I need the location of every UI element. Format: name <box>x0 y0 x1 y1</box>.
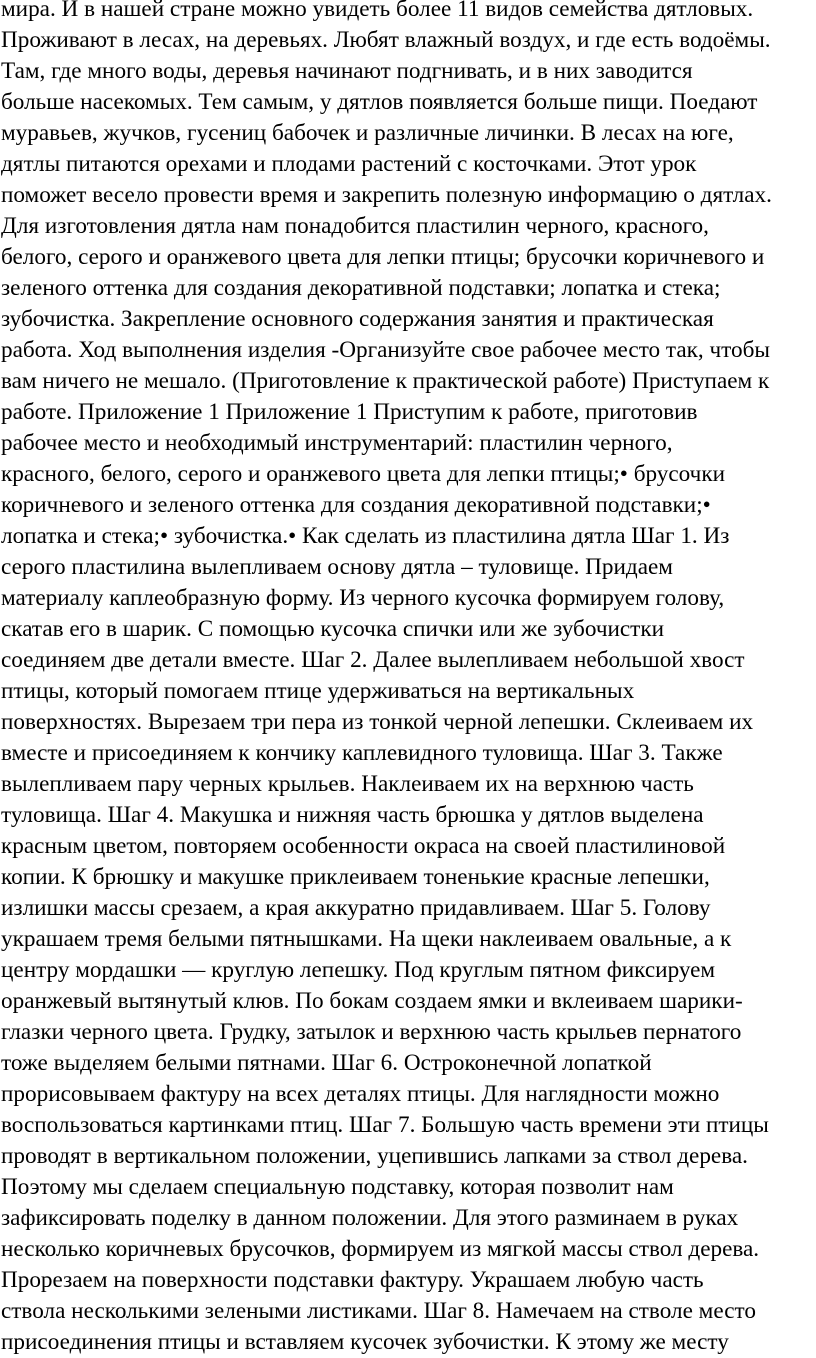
text-line: вам ничего не мешало. (Приготовление к практической работе) Приступаем к <box>1 368 770 394</box>
text-line: копии. К брюшку и макушке приклеиваем тоненькие красные лепешки, <box>1 864 710 890</box>
text-line: коричневого и зеленого оттенка для создания декоративной подставки;• <box>1 492 711 518</box>
text-line: красного, белого, серого и оранжевого цвета для лепки птицы;• брусочки <box>1 461 726 487</box>
text-line: вместе и присоединяем к кончику каплевидного туловища. Шаг 3. Также <box>1 740 723 766</box>
text-line: излишки массы срезаем, а края аккуратно придавливаем. Шаг 5. Голову <box>1 895 711 921</box>
text-line: дятлы питаются орехами и плодами растений с косточками. Этот урок <box>1 151 697 177</box>
text-line: центру мордашки — круглую лепешку. Под круглым пятном фиксируем <box>1 957 716 983</box>
text-line: глазки черного цвета. Грудку, затылок и верхнюю часть крыльев пернатого <box>1 1019 742 1045</box>
text-line: поможет весело провести время и закрепить полезную информацию о дятлах. <box>1 182 772 208</box>
text-line: вылепливаем пару черных крыльев. Наклеиваем их на верхнюю часть <box>1 771 694 797</box>
text-line: Для изготовления дятла нам понадобится пластилин черного, красного, <box>1 213 709 239</box>
text-line: Поэтому мы сделаем специальную подставку, которая позволит нам <box>1 1174 674 1200</box>
text-line: тоже выделяем белыми пятнами. Шаг 6. Остроконечной лопаткой <box>1 1050 652 1076</box>
text-line: украшаем тремя белыми пятнышками. На щеки наклеиваем овальные, а к <box>1 926 732 952</box>
body-text <box>1 0 815 1358</box>
text-line: Проживают в лесах, на деревьях. Любят влажный воздух, и где есть водоёмы. <box>1 27 771 53</box>
text-line: зафиксировать поделку в данном положении. Для этого разминаем в руках <box>1 1205 739 1231</box>
text-line: ствола несколькими зелеными листиками. Шаг 8. Намечаем на стволе место <box>1 1298 756 1324</box>
text-line: рабочее место и необходимый инструментарий: пластилин черного, <box>1 430 673 456</box>
text-line: муравьев, жучков, гусениц бабочек и различные личинки. В лесах на юге, <box>1 120 734 146</box>
text-line: мира. И в нашей стране можно увидеть более 11 видов семейства дятловых. <box>1 0 754 22</box>
text-line: Там, где много воды, деревья начинают подгнивать, и в них заводится <box>1 58 693 84</box>
text-line: работе. Приложение 1 Приложение 1 Приступим к работе, приготовив <box>1 399 698 425</box>
text-line: красным цветом, повторяем особенности окраса на своей пластилиновой <box>1 833 726 859</box>
text-line: воспользоваться картинками птиц. Шаг 7. Большую часть времени эти птицы <box>1 1112 769 1138</box>
text-line: Прорезаем на поверхности подставки фактуру. Украшаем любую часть <box>1 1267 704 1293</box>
text-line: скатав его в шарик. С помощью кусочка спички или же зубочистки <box>1 616 664 642</box>
text-line: туловища. Шаг 4. Макушка и нижняя часть брюшка у дятлов выделена <box>1 802 704 828</box>
text-line: белого, серого и оранжевого цвета для лепки птицы; брусочки коричневого и <box>1 244 765 270</box>
text-line: несколько коричневых брусочков, формируем из мягкой массы ствол дерева. <box>1 1236 760 1262</box>
text-line: зубочистка. Закрепление основного содержания занятия и практическая <box>1 306 714 332</box>
text-line: проводят в вертикальном положении, уцепившись лапками за ствол дерева. <box>1 1143 748 1169</box>
text-line: прорисовываем фактуру на всех деталях птицы. Для наглядности можно <box>1 1081 720 1107</box>
text-line: соединяем две детали вместе. Шаг 2. Далее вылепливаем небольшой хвост <box>1 647 745 673</box>
text-line: птицы, который помогаем птице удерживаться на вертикальных <box>1 678 635 704</box>
text-line: лопатка и стека;• зубочистка.• Как сделать из пластилина дятла Шаг 1. Из <box>1 523 730 549</box>
text-line: серого пластилина вылепливаем основу дятла – туловище. Придаем <box>1 554 673 580</box>
text-line: зеленого оттенка для создания декоративной подставки; лопатка и стека; <box>1 275 721 301</box>
text-line: поверхностях. Вырезаем три пера из тонкой черной лепешки. Склеиваем их <box>1 709 754 735</box>
text-line: присоединения птицы и вставляем кусочек зубочистки. К этому же месту <box>1 1329 729 1355</box>
text-line: работа. Ход выполнения изделия -Организуйте свое рабочее место так, чтобы <box>1 337 770 363</box>
text-line: материалу каплеобразную форму. Из черного кусочка формируем голову, <box>1 585 725 611</box>
text-line: больше насекомых. Тем самым, у дятлов появляется больше пищи. Поедают <box>1 89 758 115</box>
text-line: оранжевый вытянутый клюв. По бокам создаем ямки и вклеиваем шарики- <box>1 988 743 1014</box>
